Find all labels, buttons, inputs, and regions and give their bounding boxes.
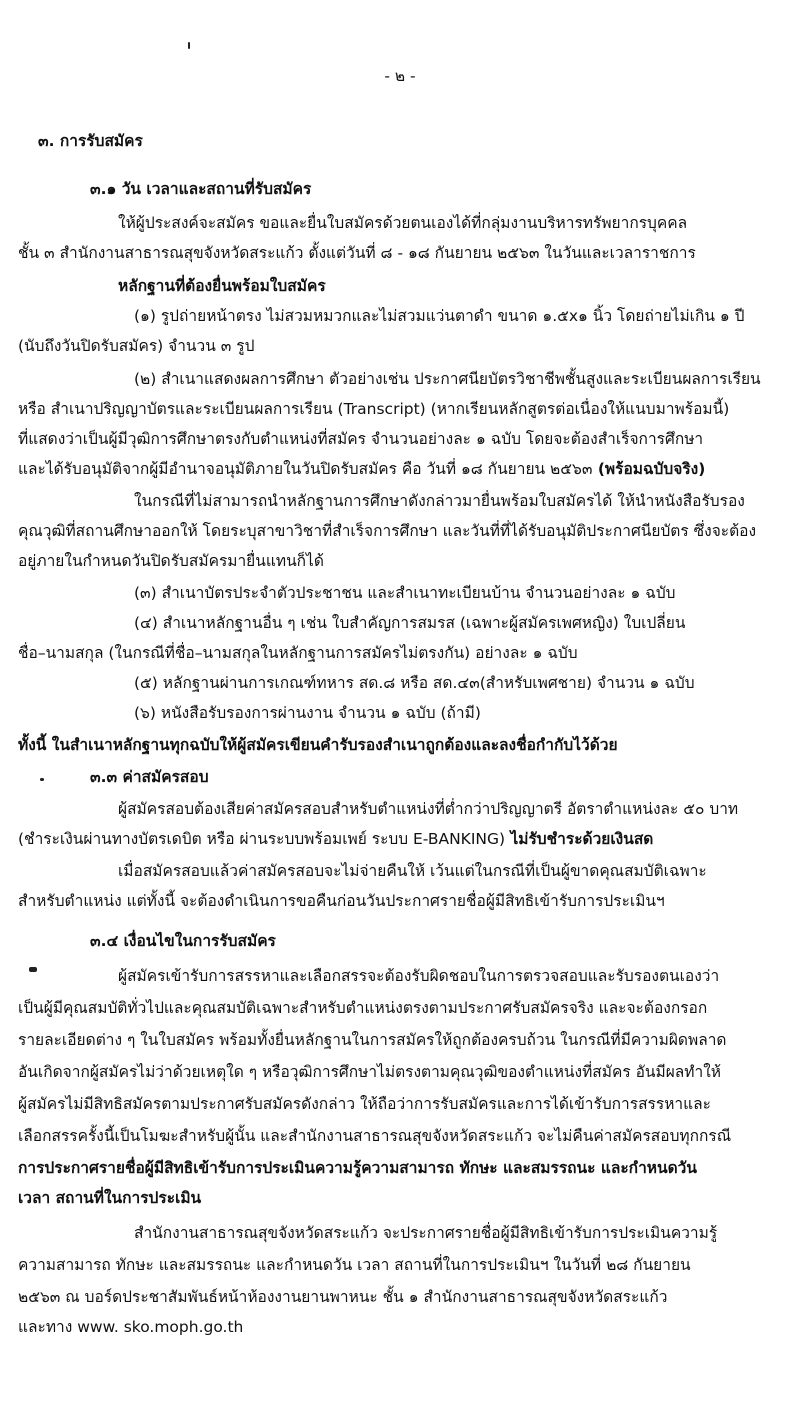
scan-speck xyxy=(29,967,37,972)
paragraph-line: อยู่ภายในกำหนดวันปิดรับสมัครมายื่นแทนก็ได้ xyxy=(18,552,324,570)
list-item: ที่แสดงว่าเป็นผู้มีวุฒิการศึกษาตรงกับตำแหน่งที่สมัคร จำนวนอย่างละ ๑ ฉบับ โดยจะต้องสำเร็จการศึกษา xyxy=(18,430,704,448)
announcement-heading: การประกาศรายชื่อผู้มีสิทธิเข้ารับการประเมินความรู้ความสามารถ ทักษะ และสมรรถนะ และกำหนดวัน xyxy=(18,1159,697,1177)
paragraph-line: ในกรณีที่ไม่สามารถนำหลักฐานการศึกษาดังกล่าวมายื่นพร้อมใบสมัครได้ ให้นำหนังสือรับรอง xyxy=(134,492,745,510)
paragraph-line: รายละเอียดต่าง ๆ ในใบสมัคร พร้อมทั้งยื่นหลักฐานในการสมัครให้ถูกต้องครบถ้วน ในกรณีที่มีความผิดพลาด xyxy=(18,1031,727,1049)
paragraph-line: สำนักงานสาธารณสุขจังหวัดสระแก้ว จะประกาศรายชื่อผู้มีสิทธิเข้ารับการประเมินความรู้ xyxy=(134,1224,718,1242)
section-3-4-heading: ๓.๔ เงื่อนไขในการรับสมัคร xyxy=(90,932,276,950)
list-item: (๖) หนังสือรับรองการผ่านงาน จำนวน ๑ ฉบับ (ถ้ามี) xyxy=(134,704,481,722)
paragraph-line: คุณวุฒิที่สถานศึกษาออกให้ โดยระบุสาขาวิชาที่สำเร็จการศึกษา และวันที่ที่ได้รับอนุมัติประกาศนียบัตร ซึ่งจะต้อง xyxy=(18,522,757,540)
paragraph-line xyxy=(18,828,653,850)
no-cash-note: ไม่รับชำระด้วยเงินสด xyxy=(505,830,654,848)
list-item: (๒) สำเนาแสดงผลการศึกษา ตัวอย่างเช่น ประกาศนียบัตรวิชาชีพชั้นสูงและระเบียนผลการเรียน xyxy=(134,370,761,388)
list-item-text: และได้รับอนุมัติจากผู้มีอำนาจอนุมัติภายในวันปิดรับสมัคร คือ วันที่ ๑๘ กันยายน ๒๕๖๓ xyxy=(18,460,593,478)
page-number: - ๒ - xyxy=(384,67,416,85)
scan-speck xyxy=(188,42,190,49)
section-3-3-heading: ๓.๓ ค่าสมัครสอบ xyxy=(90,768,209,786)
certification-note: ทั้งนี้ ในสำเนาหลักฐานทุกฉบับให้ผู้สมัครเขียนคำรับรองสำเนาถูกต้องและลงชื่อกำกับไว้ด้วย xyxy=(18,736,618,754)
section-3-1-heading: ๓.๑ วัน เวลาและสถานที่รับสมัคร xyxy=(90,180,312,198)
announcement-heading: เวลา สถานที่ในการประเมิน xyxy=(18,1189,202,1207)
list-item xyxy=(18,458,705,480)
paragraph-line: ผู้สมัครเข้ารับการสรรหาและเลือกสรรจะต้องรับผิดชอบในการตรวจสอบและรับรองตนเองว่า xyxy=(118,967,720,985)
paragraph-line: สำหรับตำแหน่ง แต่ทั้งนี้ จะต้องดำเนินการขอคืนก่อนวันประกาศรายชื่อผู้มีสิทธิเข้ารับการประเมินฯ xyxy=(18,892,665,910)
paragraph-line: ๒๕๖๓ ณ บอร์ดประชาสัมพันธ์หน้าห้องงานยานพาหนะ ชั้น ๑ สำนักงานสาธารณสุขจังหวัดสระแก้ว xyxy=(18,1288,668,1306)
scan-speck xyxy=(40,778,44,781)
paragraph-line: ผู้สมัครสอบต้องเสียค่าสมัครสอบสำหรับตำแหน่งที่ต่ำกว่าปริญญาตรี อัตราตำแหน่งละ ๕๐ บาท xyxy=(118,800,739,818)
list-item: หรือ สำเนาปริญญาบัตรและระเบียนผลการเรียน (Transcript) (หากเรียนหลักสูตรต่อเนื่องให้แนบมาพร้อมนี้) xyxy=(18,400,730,418)
list-item: (นับถึงวันปิดรับสมัคร) จำนวน ๓ รูป xyxy=(18,337,255,355)
paragraph-line: ให้ผู้ประสงค์จะสมัคร ขอและยื่นใบสมัครด้วยตนเองได้ที่กลุ่มงานบริหารทรัพยากรบุคคล xyxy=(118,214,688,232)
paragraph-line: อันเกิดจากผู้สมัครไม่ว่าด้วยเหตุใด ๆ หรือวุฒิการศึกษาไม่ตรงตามคุณวุฒิของตำแหน่งที่สมัคร อันมีผลทำให้ xyxy=(18,1063,722,1081)
payment-methods: (ชำระเงินผ่านทางบัตรเดบิต หรือ ผ่านระบบพร้อมเพย์ ระบบ E-BANKING) xyxy=(18,830,506,848)
list-item: ชื่อ–นามสกุล (ในกรณีที่ชื่อ–นามสกุลในหลักฐานการสมัครไม่ตรงกัน) อย่างละ ๑ ฉบับ xyxy=(18,644,578,662)
paragraph-line: เมื่อสมัครสอบแล้วค่าสมัครสอบจะไม่จ่ายคืนให้ เว้นแต่ในกรณีที่เป็นผู้ขาดคุณสมบัติเฉพาะ xyxy=(118,862,707,880)
paragraph-line: ชั้น ๓ สำนักงานสาธารณสุขจังหวัดสระแก้ว ตั้งแต่วันที่ ๘ - ๑๘ กันยายน ๒๕๖๓ ในวันและเวลาราชการ xyxy=(18,244,696,262)
paragraph-line: เป็นผู้มีคุณสมบัติทั่วไปและคุณสมบัติเฉพาะสำหรับตำแหน่งตรงตามประกาศรับสมัครจริง และจะต้องกรอก xyxy=(18,999,708,1017)
paragraph-line xyxy=(18,1316,243,1338)
list-item: (๕) หลักฐานผ่านการเกณฑ์ทหาร สด.๘ หรือ สด.๔๓(สำหรับเพศชาย) จำนวน ๑ ฉบับ xyxy=(134,674,695,692)
list-item: (๓) สำเนาบัตรประจำตัวประชาชน และสำเนาทะเบียนบ้าน จำนวนอย่างละ ๑ ฉบับ xyxy=(134,584,676,602)
website-link[interactable]: www. sko.moph.go.th xyxy=(77,1318,244,1336)
website-prefix: และทาง xyxy=(18,1318,78,1336)
paragraph-line: ความสามารถ ทักษะ และสมรรถนะ และกำหนดวัน เวลา สถานที่ในการประเมินฯ ในวันที่ ๒๘ กันยายน xyxy=(18,1256,691,1274)
original-required-note: (พร้อมฉบับจริง) xyxy=(592,460,706,478)
list-item: (๑) รูปถ่ายหน้าตรง ไม่สวมหมวกและไม่สวมแว่นตาดำ ขนาด ๑.๕x๑ นิ้ว โดยถ่ายไม่เกิน ๑ ปี xyxy=(134,307,745,325)
section-3-heading: ๓. การรับสมัคร xyxy=(38,132,143,150)
documents-heading: หลักฐานที่ต้องยื่นพร้อมใบสมัคร xyxy=(118,277,326,295)
paragraph-line: เลือกสรรครั้งนี้เป็นโมฆะสำหรับผู้นั้น และสำนักงานสาธารณสุขจังหวัดสระแก้ว จะไม่คืนค่าสมัครสอบทุกกรณี xyxy=(18,1127,732,1145)
list-item: (๔) สำเนาหลักฐานอื่น ๆ เช่น ใบสำคัญการสมรส (เฉพาะผู้สมัครเพศหญิง) ใบเปลี่ยน xyxy=(134,614,686,632)
paragraph-line: ผู้สมัครไม่มีสิทธิสมัครตามประกาศรับสมัครดังกล่าว ให้ถือว่าการรับสมัครและการได้เข้ารับการสรรหาและ xyxy=(18,1095,711,1113)
